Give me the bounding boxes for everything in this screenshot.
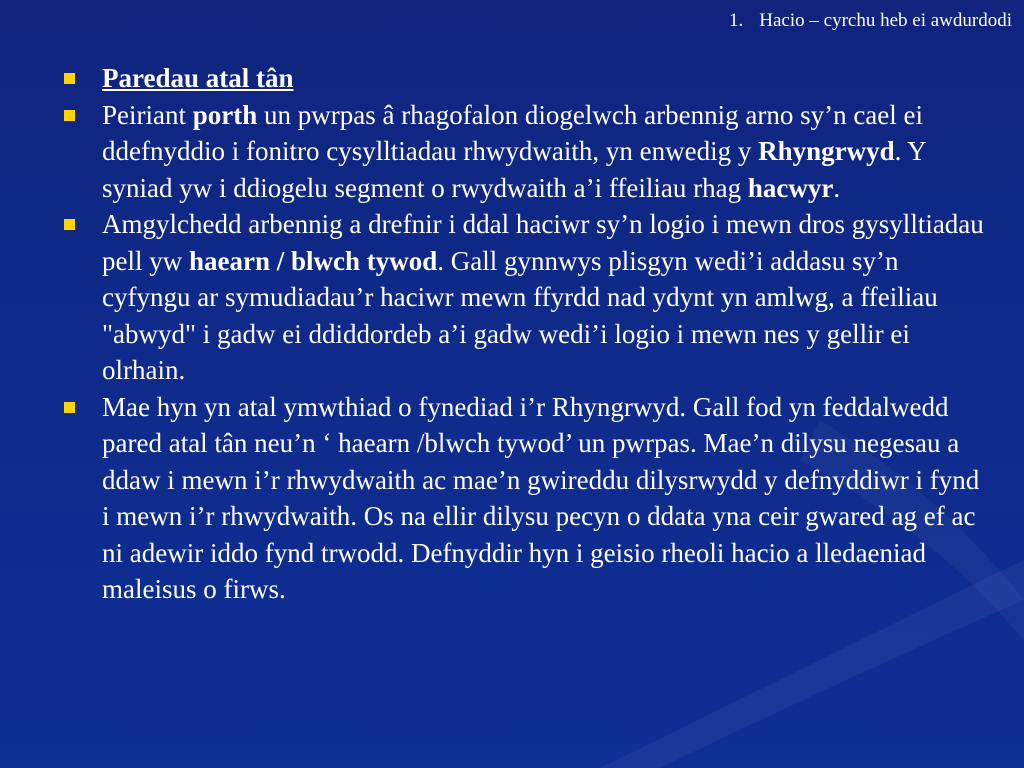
bullet-item	[56, 206, 986, 389]
bold-term: porth	[192, 99, 258, 130]
bullet-item	[56, 389, 986, 608]
bullet-item	[56, 97, 986, 207]
header-number: 1.	[729, 10, 744, 31]
header-title: Hacio – cyrchu heb ei awdurdodi	[759, 10, 1012, 31]
bold-term: haearn / blwch tywod	[189, 245, 438, 276]
bold-term: Rhyngrwyd	[758, 136, 895, 166]
text-fragment: Peiriant	[102, 99, 193, 130]
text-fragment: .	[833, 172, 841, 203]
text-fragment: un pwrpas â rhagofalon diogelwch arbennig arno sy’n cael ei ddefnyddio i fonitro cysylltiadau rhwydwaith, yn enwedig y	[102, 99, 924, 166]
paragraph-text: Mae hyn yn atal ymwthiad o fynediad i’r Rhyngrwyd. Gall fod yn feddalwedd pared atal tân neu’n ‘ haearn /blwch tywod’ un pwrpas. Mae’n dilysu negesau a ddaw i mewn i’r rhwydwaith ac mae’n gwireddu dilysrwydd y defnyddiwr i fynd i mewn i’r rhwydwaith. Os na ellir dilysu pecyn o ddata yna ceir gwared ag ef ac ni adewir iddo fynd trwodd. Defnyddir hyn i geisio rheoli hacio a lledaeniad maleisus o firws.	[102, 391, 980, 604]
bold-term: hacwyr	[747, 172, 834, 203]
square-bullet-icon	[64, 219, 75, 230]
text-fragment: . Y syniad yw i ddiogelu segment o rwydwaith a’i ffeiliau rhag	[102, 136, 926, 203]
text-fragment: Amgylchedd arbennig a drefnir i ddal haciwr sy’n logio i mewn dros gysylltiadau pell yw	[102, 209, 984, 276]
square-bullet-icon	[64, 402, 75, 413]
square-bullet-icon	[64, 73, 75, 84]
slide-header	[729, 10, 1012, 32]
square-bullet-icon	[64, 110, 75, 121]
text-fragment: . Gall gynnwys plisgyn wedi’i addasu sy’n cyfyngu ar symudiadau’r haciwr mewn ffyrdd nad ydynt yn amlwg, a ffeiliau "abwyd" i gadw ei ddiddordeb a’i gadw wedi’i logio i mewn nes y gellir ei olrhain.	[102, 245, 938, 385]
bullet-item	[56, 60, 986, 97]
bullet-list	[56, 60, 986, 608]
section-heading: Paredau atal tân	[102, 63, 294, 93]
